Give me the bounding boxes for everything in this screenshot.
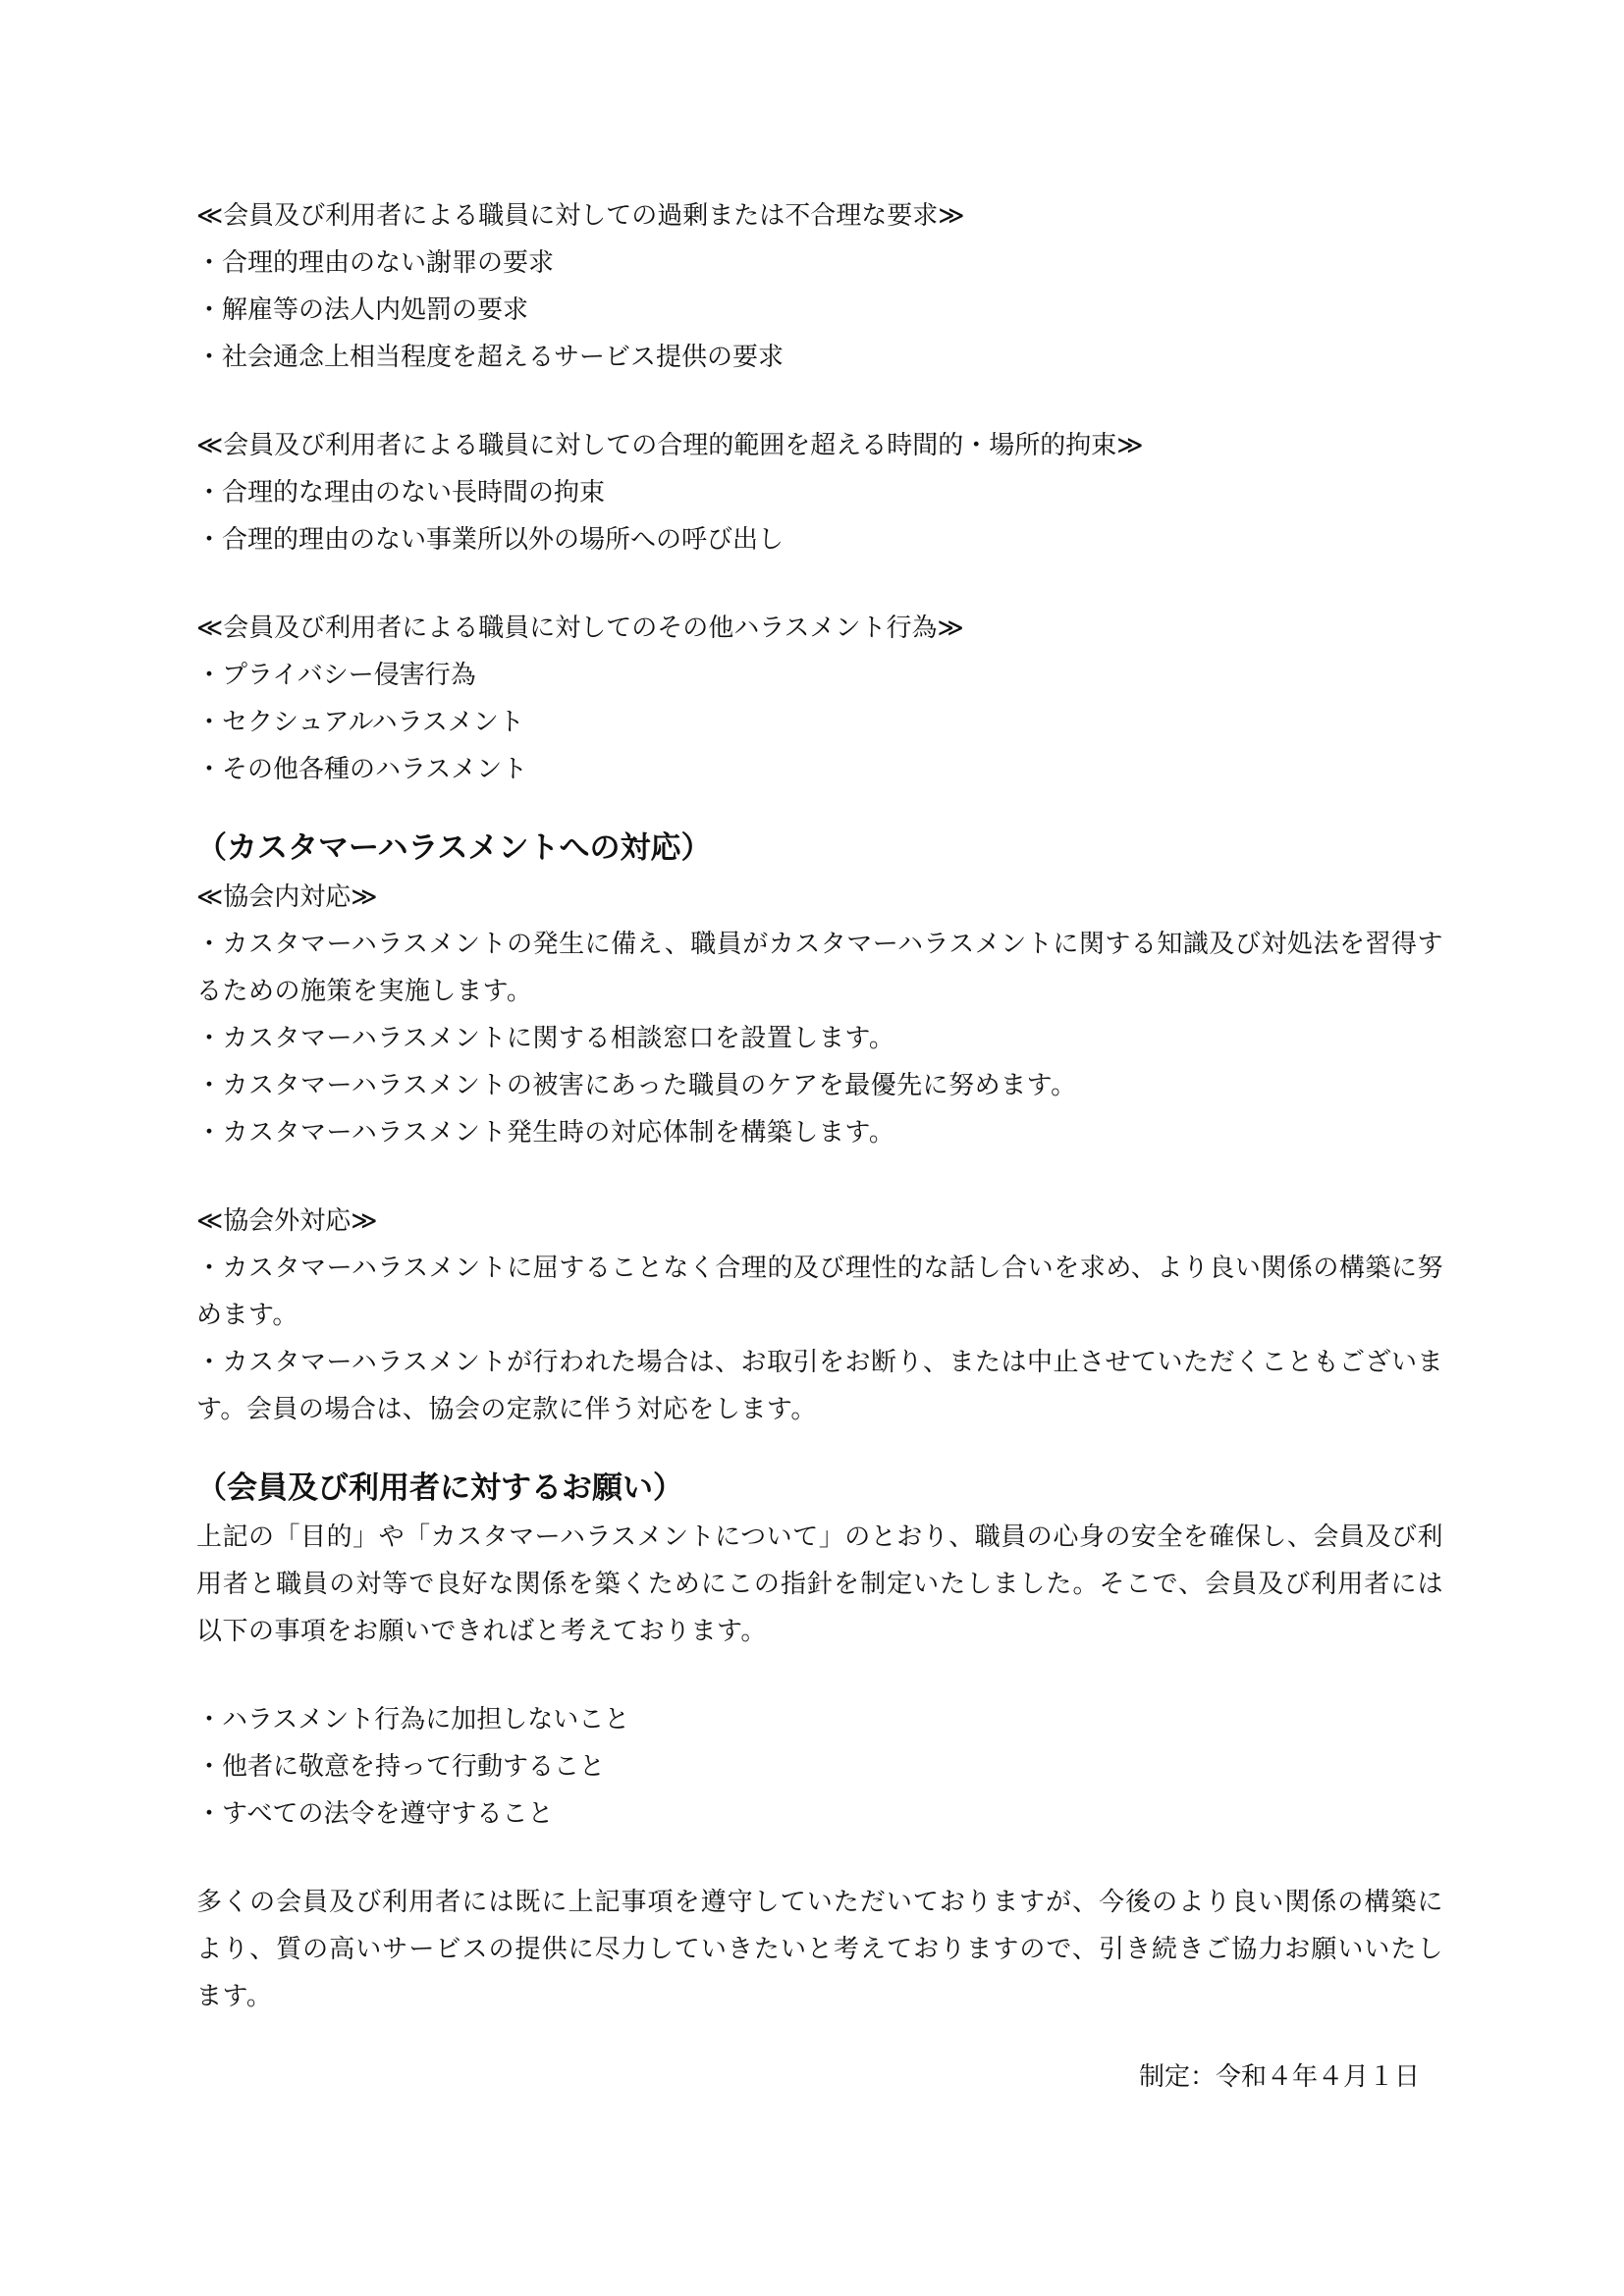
enactment-date: 制定：令和４年４月１日 xyxy=(1139,2062,1421,2092)
list-item: ・合理的な理由のない長時間の拘束 xyxy=(196,478,606,507)
section-header-restraint: ≪会員及び利用者による職員に対しての合理的範囲を超える時間的・場所的拘束≫ xyxy=(196,431,1144,460)
internal-response-item: ・カスタマーハラスメント発生時の対応体制を構築します。 xyxy=(196,1118,895,1148)
list-item: ・プライバシー侵害行為 xyxy=(196,661,476,690)
request-closing: 多くの会員及び利用者には既に上記事項を遵守していただいておりますが、今後のより良い関係の構築により、質の高いサービスの提供に尽力していきたいと考えておりますので、引き続きご協力お願いいたします。 xyxy=(196,1888,1443,2011)
response-section xyxy=(196,823,1443,1433)
request-section xyxy=(196,1463,1443,2020)
internal-response-item: ・カスタマーハラスメントの発生に備え、職員がカスタマーハラスメントに関する知識及び対処法を習得するための施策を実施します。 xyxy=(196,930,1443,1006)
list-item: ・社会通念上相当程度を超えるサービス提供の要求 xyxy=(196,343,785,372)
internal-response-header: ≪協会内対応≫ xyxy=(196,882,378,912)
restraint-list xyxy=(196,469,1443,563)
demands-section xyxy=(196,192,1443,381)
list-item: ・解雇等の法人内処罰の要求 xyxy=(196,295,529,325)
internal-response-item: ・カスタマーハラスメントの被害にあった職員のケアを最優先に努めます。 xyxy=(196,1071,1077,1100)
external-response-header: ≪協会外対応≫ xyxy=(196,1206,378,1236)
request-intro: 上記の「目的」や「カスタマーハラスメントについて」のとおり、職員の心身の安全を確保し、会員及び利用者と職員の対等で良好な関係を築くためにこの指針を制定いたしました。そこで、会員及び利用者には以下の事項をお願いできればと考えております。 xyxy=(196,1522,1443,1646)
external-response-item: ・カスタマーハラスメントに屈することなく合理的及び理性的な話し合いを求め、より良い関係の構築に努めます。 xyxy=(196,1254,1443,1330)
list-item: ・他者に敬意を持って行動すること xyxy=(196,1752,606,1782)
request-list xyxy=(196,1696,1443,1838)
list-item: ・合理的理由のない謝罪の要求 xyxy=(196,248,555,278)
document-body xyxy=(196,192,1443,2020)
other-harassment-section xyxy=(196,605,1443,793)
list-item: ・合理的理由のない事業所以外の場所への呼び出し xyxy=(196,525,785,555)
list-item: ・その他各種のハラスメント xyxy=(196,755,528,784)
internal-response-item: ・カスタマーハラスメントに関する相談窓口を設置します。 xyxy=(196,1024,895,1053)
response-heading: （カスタマーハラスメントへの対応） xyxy=(196,830,712,866)
restraint-section xyxy=(196,422,1443,563)
list-item: ・ハラスメント行為に加担しないこと xyxy=(196,1705,630,1735)
list-item: ・セクシュアルハラスメント xyxy=(196,708,524,737)
section-header-other: ≪会員及び利用者による職員に対してのその他ハラスメント行為≫ xyxy=(196,614,964,643)
section-header-demands: ≪会員及び利用者による職員に対しての過剰または不合理な要求≫ xyxy=(196,201,965,231)
list-item: ・すべての法令を遵守すること xyxy=(196,1799,554,1829)
other-harassment-list xyxy=(196,652,1443,793)
external-response-item: ・カスタマーハラスメントが行われた場合は、お取引をお断り、または中止させていただくこともございます。会員の場合は、協会の定款に伴う対応をします。 xyxy=(196,1348,1443,1424)
request-heading: （会員及び利用者に対するお願い） xyxy=(196,1470,683,1506)
demands-list xyxy=(196,240,1443,381)
